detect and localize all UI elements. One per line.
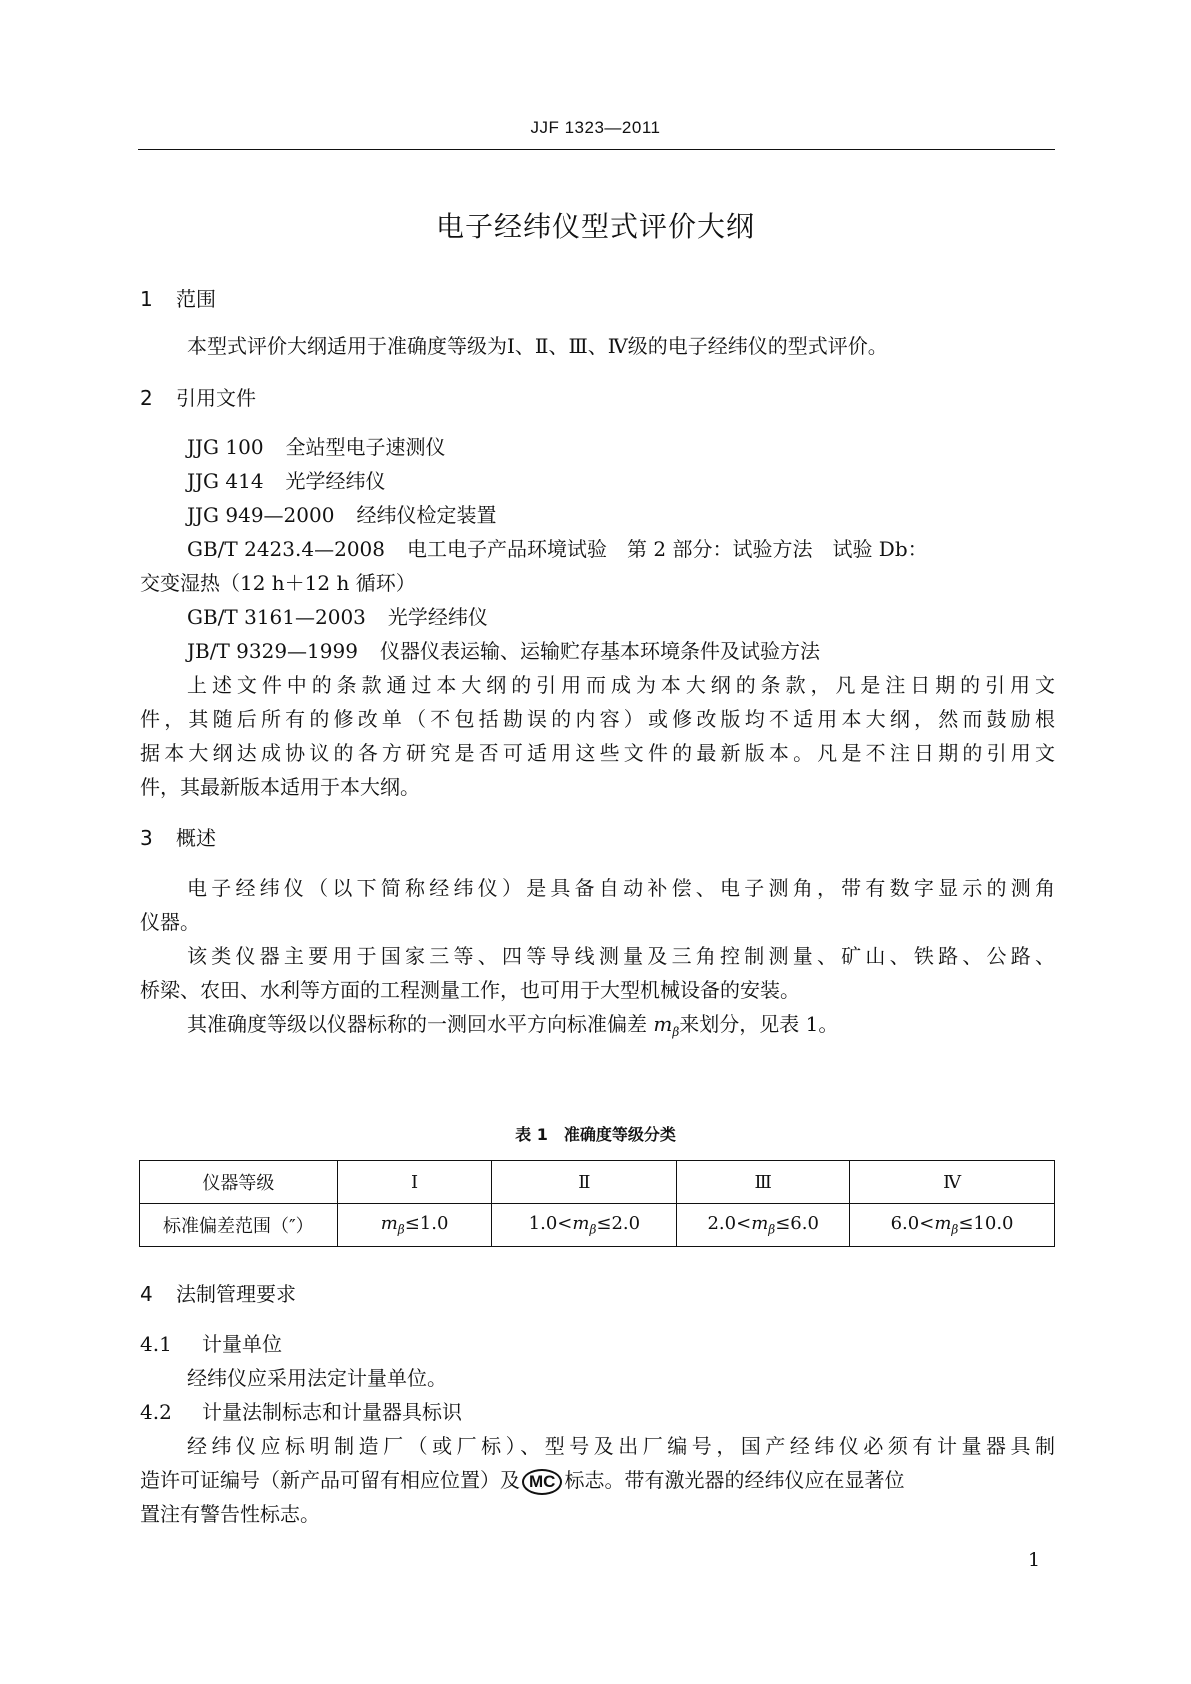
grade-cell: Ⅰ bbox=[337, 1161, 492, 1204]
section-1-body: 本型式评价大纲适用于准确度等级为Ⅰ、Ⅱ、Ⅲ、Ⅳ级的电子经纬仪的型式评价。 bbox=[187, 334, 888, 358]
section-2-heading bbox=[140, 382, 256, 411]
subsection-title: 计量法制标志和计量器具标识 bbox=[202, 1400, 462, 1424]
reference-name: 电工电子产品环境试验 第 2 部分：试验方法 试验 Db： bbox=[407, 537, 928, 561]
subsection-4-1-heading bbox=[140, 1328, 282, 1357]
reference-item bbox=[187, 431, 1055, 460]
grade-cell: Ⅲ bbox=[677, 1161, 850, 1204]
grade-cell: Ⅳ bbox=[850, 1161, 1055, 1204]
reference-code: JB/T 9329—1999 bbox=[187, 639, 358, 663]
subsection-number: 4.1 bbox=[140, 1332, 172, 1356]
table-header-cell: 仪器等级 bbox=[140, 1161, 338, 1204]
section-number: 4 bbox=[140, 1282, 153, 1306]
paragraph-line: 仪器。 bbox=[140, 910, 200, 934]
page-number: 1 bbox=[1028, 1549, 1041, 1571]
reference-item bbox=[187, 601, 1055, 630]
reference-name: 经纬仪检定装置 bbox=[356, 503, 497, 527]
paragraph-line: 桥梁、农田、水利等方面的工程测量工作，也可用于大型机械设备的安装。 bbox=[140, 978, 800, 1002]
section-4-heading bbox=[140, 1278, 296, 1307]
table-row bbox=[140, 1204, 1055, 1247]
range-cell: $1.0<m_\beta\le 2.0$ bbox=[492, 1204, 677, 1247]
paragraph-line: 经纬仪应标明制造厂（或厂标）、型号及出厂编号，国产经纬仪必须有计量器具制 bbox=[187, 1434, 1055, 1458]
table-row bbox=[140, 1161, 1055, 1204]
mc-mark-icon: MC bbox=[522, 1469, 562, 1495]
section-3-heading bbox=[140, 822, 216, 851]
document-number-header: JJF 1323—2011 bbox=[530, 118, 661, 137]
subsection-number: 4.2 bbox=[140, 1400, 172, 1424]
symbol-m-beta: $m_\beta$ bbox=[653, 1012, 680, 1039]
subsection-4-2-heading bbox=[140, 1396, 462, 1425]
table-caption: 表 1 准确度等级分类 bbox=[515, 1125, 676, 1144]
section-title: 法制管理要求 bbox=[176, 1282, 296, 1306]
reference-code: JJG 100 bbox=[187, 435, 264, 459]
paragraph-line: 置注有警告性标志。 bbox=[140, 1502, 320, 1526]
section-title: 概述 bbox=[176, 826, 216, 850]
paragraph-line: 据本大纲达成协议的各方研究是否可适用这些文件的最新版本。凡是不注日期的引用文 bbox=[140, 741, 1055, 765]
reference-name: 光学经纬仪 bbox=[285, 469, 386, 493]
reference-name: 全站型电子速测仪 bbox=[285, 435, 446, 459]
reference-code: GB/T 2423.4—2008 bbox=[187, 537, 385, 561]
grade-cell: Ⅱ bbox=[492, 1161, 677, 1204]
subsection-title: 计量单位 bbox=[202, 1332, 282, 1356]
reference-code: GB/T 3161—2003 bbox=[187, 605, 366, 629]
paragraph-line: 该类仪器主要用于国家三等、四等导线测量及三角控制测量、矿山、铁路、公路、 bbox=[187, 944, 1055, 968]
reference-item bbox=[187, 533, 1055, 562]
paragraph-line: 电子经纬仪（以下简称经纬仪）是具备自动补偿、电子测角，带有数字显示的测角 bbox=[187, 876, 1055, 900]
section-title: 引用文件 bbox=[176, 386, 256, 410]
paragraph-line: 造许可证编号（新产品可留有相应位置）及 MC 标志。带有激光器的经纬仪应在显著位 bbox=[140, 1464, 1055, 1495]
header-rule bbox=[138, 149, 1055, 150]
paragraph-line: 上述文件中的条款通过本大纲的引用而成为本大纲的条款，凡是注日期的引用文 bbox=[187, 673, 1055, 697]
accuracy-grade-table bbox=[139, 1160, 1055, 1247]
reference-code: JJG 414 bbox=[187, 469, 264, 493]
section-title: 范围 bbox=[176, 287, 216, 311]
section-number: 1 bbox=[140, 287, 153, 311]
document-title: 电子经纬仪型式评价大纲 bbox=[435, 210, 755, 243]
range-cell: $m_\beta\le 1.0$ bbox=[337, 1204, 492, 1247]
section-number: 2 bbox=[140, 386, 153, 410]
reference-item bbox=[187, 465, 1055, 494]
section-1-heading bbox=[140, 283, 216, 312]
section-number: 3 bbox=[140, 826, 153, 850]
reference-item bbox=[187, 499, 1055, 528]
reference-name: 仪器仪表运输、运输贮存基本环境条件及试验方法 bbox=[379, 639, 820, 663]
paragraph-line: 件，其最新版本适用于本大纲。 bbox=[140, 775, 420, 799]
range-cell: $6.0<m_\beta\le 10.0$ bbox=[850, 1204, 1055, 1247]
range-cell: $2.0<m_\beta\le 6.0$ bbox=[677, 1204, 850, 1247]
reference-name: 光学经纬仪 bbox=[387, 605, 488, 629]
reference-continuation: 交变湿热（12 h＋12 h 循环） bbox=[140, 571, 416, 595]
reference-item bbox=[187, 635, 1055, 664]
paragraph-line: 经纬仪应采用法定计量单位。 bbox=[187, 1366, 447, 1390]
paragraph-line: 其准确度等级以仪器标称的一测回水平方向标准偏差 $m_\beta$来划分，见表 1。 bbox=[187, 1012, 839, 1039]
paragraph-line: 件，其随后所有的修改单（不包括勘误的内容）或修改版均不适用本大纲，然而鼓励根 bbox=[140, 707, 1055, 731]
reference-code: JJG 949—2000 bbox=[187, 503, 335, 527]
table-header-cell: 标准偏差范围（″） bbox=[140, 1204, 338, 1247]
